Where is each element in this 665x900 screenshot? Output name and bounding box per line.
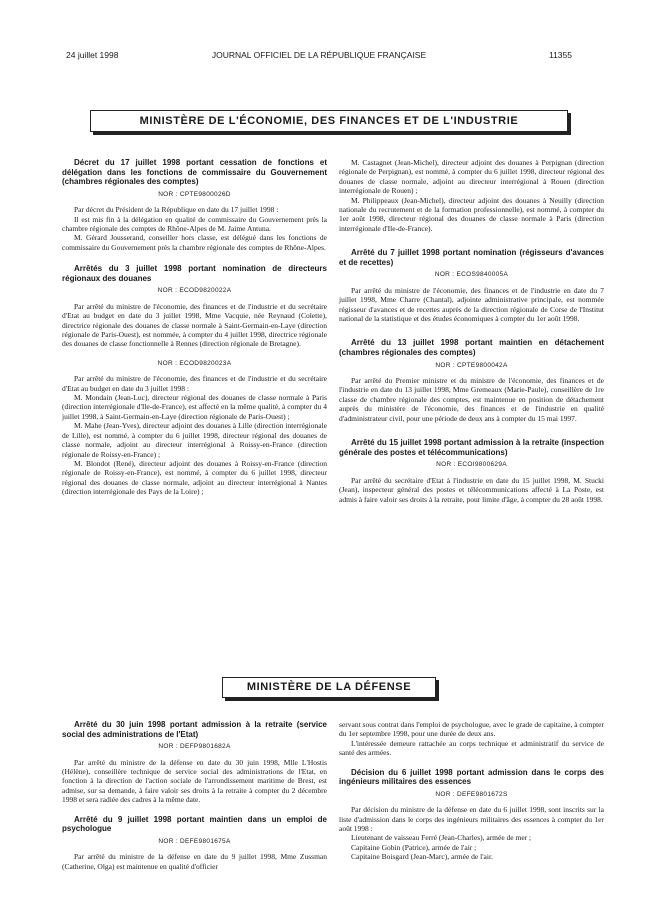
arretes-3-juillet-para-4: M. Mahe (Jean-Yves), directeur adjoint des douanes à Lille (direction interrégionale de Lille), est nommé, à compter du 6 juillet 1998, directeur régional des douanes de classe normale, adjoint au directeur interrégional à Roissy-en-France (direction régionale de Roissy-en-France) ;: [62, 421, 327, 459]
arretes-3-juillet-title: Arrêtés du 3 juillet 1998 portant nomination de directeurs régionaux des douanes: [62, 264, 327, 283]
decision-6-juillet-paragraph: Par décision du ministre de la défense en date du 6 juillet 1998, sont inscrits sur la liste d'admission dans le corps des ingénieurs militaires des essences à compter du 1er août 1998 :: [339, 805, 604, 834]
decret-17-juillet-title: Décret du 17 juillet 1998 portant cessation de fonctions et délégation dans les fonctions de commissaire du Gouvernement (chambres régionales des comptes): [62, 158, 327, 187]
arrete-13-juillet-nor: NOR : CPTE9800042A: [435, 361, 508, 369]
arretes-3-juillet-para-3: M. Mondain (Jean-Luc), directeur régional des douanes de classe normale à Paris (direction interrégionale d'Ile-de-France), est affecté en la même qualité, à compter du 4 juillet 1998, à Saint-Germain-en-Laye (direction régionale de Paris-Ouest) ;: [62, 393, 327, 421]
header-journal-title: JOURNAL OFFICIEL DE LA RÉPUBLIQUE FRANÇAISE: [211, 50, 427, 60]
arretes-3-juillet-para-2: Par arrêté du ministre de l'économie, des finances et de l'industrie et du secrétaire d'Etat au budget en date du 3 juillet 1998 :: [62, 374, 327, 393]
arrete-30-juin-paragraph: Par arrêté du ministre de la défense en date du 30 juin 1998, Mlle L'Hostis (Hélène), conseillère technique de service social des administrations de l'Etat, en fonction à la direction de l'action sociale de l'arrondissement maritime de Brest, est admise, sur sa demande, à faire valoir ses droits à la retraite à compter du 2 décembre 1998 et sera radiée des cadres à la même date.: [62, 757, 327, 805]
defense-left-column: [62, 720, 327, 871]
decret-17-juillet-para-2: M. Gérard Jousserand, conseiller hors classe, est délégué dans les fonctions de commissaire du Gouvernement près la chambre régionale des comptes de Rhône-Alpes.: [62, 233, 327, 252]
defense-right-column: [339, 720, 604, 862]
page-header: [66, 50, 572, 62]
decision-list-item: Capitaine Gobin (Patrice), armée de l'air ;: [351, 842, 477, 852]
arrete-7-juillet-paragraph: Par arrêté du ministre de l'économie, des finances et de l'industrie en date du 7 juillet 1998, Mme Charre (Chantal), adjointe administrative principale, est nommée régisseur d'avances et de recettes auprès de la direction régionale de Corse de l'Institut national de la statistique et des études économiques à compter du 1er août 1998.: [339, 285, 604, 324]
arretes-3-juillet-para-1: Par arrêté du ministre de l'économie, des finances et de l'industrie et du secrétaire d'Etat au budget en date du 3 juillet 1998, Mme Vacquie, née Reynaud (Colette), directrice régionale des douanes de classe normale à Saint-Germain-en-Laye (direction régionale de Paris-Ouest), est nommée, à compter du 4 juillet 1998, directrice régionale des douanes de classe fonctionnelle à Rennes (direction régionale de Bretagne).: [62, 301, 327, 349]
arretes-3-juillet-nor-1: NOR : ECOD9820022A: [157, 287, 232, 295]
decision-list-item: Lieutenant de vaisseau Ferré (Jean-Charles), armée de mer ;: [351, 833, 532, 843]
rattachement-paragraph: L'intéressée demeure rattachée au corps technique et administratif du service de santé des armées.: [339, 738, 604, 758]
zussman-continuation-paragraph: servant sous contrat dans l'emploi de psychologue, avec le grade de capitaine, à compter du 1er septembre 1998, pour une durée de deux ans.: [339, 720, 604, 739]
decision-6-juillet-title: Décision du 6 juillet 1998 portant admission dans le corps des ingénieurs militaires des essences: [339, 767, 604, 787]
arrete-13-juillet-title: Arrêté du 13 juillet 1998 portant maintien en détachement (chambres régionales des comptes): [339, 338, 604, 358]
decision-list-item: Capitaine Boisgard (Jean-Marc), armée de l'air.: [351, 852, 493, 862]
economie-right-column: [339, 158, 604, 504]
decret-17-juillet-nor: NOR : CPTE9800026D: [158, 190, 231, 198]
arrete-9-juillet-nor: NOR : DEFE9801675A: [158, 837, 231, 845]
economie-left-column: [62, 158, 327, 497]
arrete-13-juillet-paragraph: Par arrêté du Premier ministre et du ministre de l'économie, des finances et de l'industrie en date du 13 juillet 1998, Mme Gremeaux (Marie-Paule), conseillère de 1re classe de chambre régionale des comptes, est maintenue en position de détachement auprès du ministère de l'économie, des finances et de l'industrie en qualité d'administrateur civil, pour une période de deux ans à compter du 15 mai 1997.: [339, 376, 604, 423]
arrete-15-juillet-nor: NOR : ECOI9800629A: [436, 461, 507, 469]
philippeaux-paragraph: M. Philippeaux (Jean-Michel), directeur adjoint des douanes à Neuilly (direction nationale du recrutement et de la formation professionnelle), est nommé, à compter du 1er août 1998, directeur régional des douanes de classe normale à Paris (direction interrégionale d'Ile-de-France).: [339, 195, 604, 233]
arrete-15-juillet-paragraph: Par arrêté du secrétaire d'Etat à l'industrie en date du 15 juillet 1998, M. Stucki (Jean), inspecteur général des postes et télécommunications affecté à La Poste, est admis à faire valoir ses droits à la retraite, pour limite d'âge, à compter du 28 août 1998.: [339, 475, 604, 504]
arrete-9-juillet-title: Arrêté du 9 juillet 1998 portant maintien dans un emploi de psychologue: [62, 814, 327, 834]
arretes-3-juillet-para-5: M. Blondot (René), directeur adjoint des douanes à Roissy-en-France (direction régionale de Roissy-en-France), est nommé, à compter du 6 juillet 1998, directeur régional des douanes de classe normale, adjoint au directeur interrégional à Nantes (direction interrégionale des Pays de la Loire) ;: [62, 458, 327, 497]
decision-6-juillet-nor: NOR : DEFE9801672S: [435, 790, 508, 798]
ministry-defense-title: MINISTÈRE DE LA DÉFENSE: [246, 681, 412, 693]
decret-17-juillet-para-1: Il est mis fin à la délégation en qualité de commissaire du Gouvernement près la chambre régionale des comptes de Rhône-Alpes de M. Jaime Antuna.: [62, 214, 327, 233]
castagnet-paragraph: M. Castagnet (Jean-Michel), directeur adjoint des douanes à Perpignan (direction régionale de Perpignan), est nommé, à compter du 6 juillet 1998, directeur régional des douanes de classe normale, adjoint au directeur interrégional à Rouen (direction interrégionale de Rouen) ;: [339, 158, 604, 196]
arrete-7-juillet-title: Arrêté du 7 juillet 1998 portant nomination (régisseurs d'avances et de recettes): [339, 248, 604, 267]
arretes-3-juillet-nor-2: NOR : ECOD9820023A: [157, 359, 232, 367]
arrete-7-juillet-nor: NOR : ECOS9840005A: [434, 271, 509, 279]
header-page-number: 11355: [548, 50, 572, 60]
arrete-30-juin-title: Arrêté du 30 juin 1998 portant admission à la retraite (service social des administrations de l'Etat): [62, 720, 327, 739]
header-date: 24 juillet 1998: [66, 50, 119, 60]
arrete-15-juillet-title: Arrêté du 15 juillet 1998 portant admission à la retraite (inspection générale des postes et télécommunications): [339, 438, 604, 457]
ministry-defense-banner: [222, 677, 436, 698]
ministry-economie-banner: [90, 110, 568, 132]
ministry-economie-title: MINISTÈRE DE L'ÉCONOMIE, DES FINANCES ET DE L'INDUSTRIE: [139, 115, 519, 127]
decret-17-juillet-intro: Par décret du Président de la République en date du 17 juillet 1998 :: [74, 205, 279, 215]
arrete-30-juin-nor: NOR : DEFP9801682A: [158, 743, 231, 751]
arrete-9-juillet-paragraph: Par arrêté du ministre de la défense en date du 9 juillet 1998, Mme Zussman (Catherine, Olga) est maintenue en qualité d'officier: [62, 852, 327, 871]
